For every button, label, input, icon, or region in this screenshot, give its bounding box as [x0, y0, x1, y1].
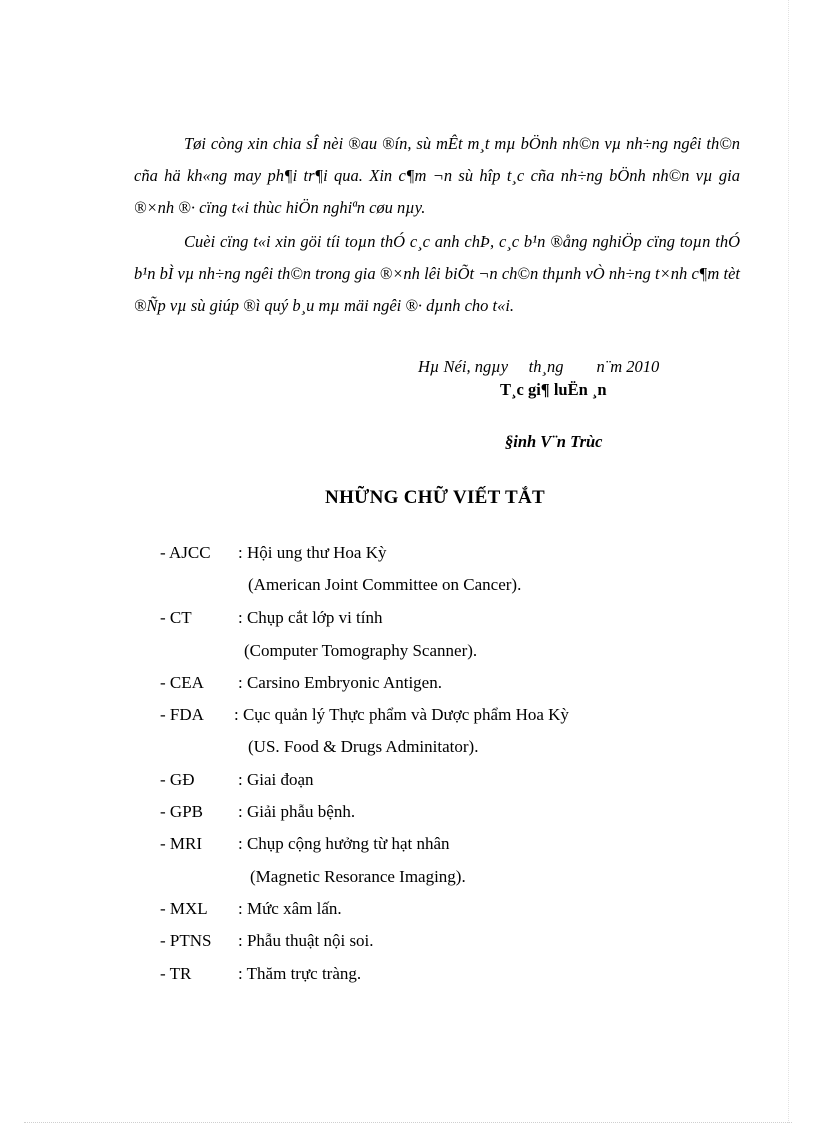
- abbreviation-code: - AJCC: [160, 543, 211, 562]
- abbreviation-definition: : Giai đoạn: [238, 770, 314, 789]
- abbreviation-definition: : Mức xâm lấn.: [238, 899, 342, 918]
- signature-role: T¸c gi¶ luËn ¸n: [500, 380, 607, 399]
- abbreviation-definition: : Carsino Embryonic Antigen.: [238, 673, 442, 692]
- abbreviation-definition: : Chụp cộng hưởng từ hạt nhân: [238, 834, 450, 853]
- abbreviation-code: - GĐ: [160, 770, 195, 789]
- abbreviation-definition: : Hội ung thư Hoa Kỳ: [238, 543, 387, 562]
- abbreviation-code: - CT: [160, 608, 192, 627]
- signature-date: Hµ Néi, ngµy th¸ng n¨m 2010: [418, 357, 660, 376]
- abbreviation-definition: : Cục quản lý Thực phẩm và Dược phẩm Hoa Kỳ: [234, 705, 569, 724]
- signature-name: §inh V¨n Trùc: [505, 432, 603, 451]
- abbreviation-definition: : Giải phẫu bệnh.: [238, 802, 356, 821]
- abbreviation-code: - FDA: [160, 705, 204, 724]
- abbreviation-definition: : Chụp cắt lớp vi tính: [238, 608, 383, 627]
- abbreviation-definition: : Phẫu thuật nội soi.: [238, 931, 374, 950]
- abbreviation-code: - MXL: [160, 899, 208, 918]
- abbreviation-definition: : Thăm trực tràng.: [238, 964, 362, 983]
- abbreviation-code: - MRI: [160, 834, 203, 853]
- abbreviation-code: - CEA: [160, 673, 204, 692]
- acknowledgement-paragraph: Tøi còng xin chia sÎ nèi ®au ®ín, sù mÊt m¸t mµ bÖnh nh©n vµ nh÷ng ngêi th©n cña hä kh«ng may ph¶i tr¶i qua. Xin c¶m ¬n sù hîp t¸c cña nh÷ng bÖnh nh©n vµ gia ®×nh ®· cïng t«i thùc hiÖn nghiªn cøu nµy.: [134, 134, 740, 217]
- abbreviation-note: (Computer Tomography Scanner).: [244, 641, 478, 660]
- page-right-edge: [788, 0, 789, 1123]
- abbreviation-note: (Magnetic Resorance Imaging).: [250, 867, 466, 886]
- abbreviation-code: - TR: [160, 964, 192, 983]
- acknowledgement-paragraph: Cuèi cïng t«i xin göi tíi toµn thÓ c¸c anh chÞ, c¸c b¹n ®ång nghiÖp cïng toµn thÓ b¹n bÌ vµ nh÷ng ngêi th©n trong gia ®×nh lêi biÕt ¬n ch©n thµnh vÒ nh÷ng t×nh c¶m tèt ®Ñp vµ sù giúp ®ì quý b¸u mµ mäi ngêi ®· dµnh cho t«i.: [134, 232, 740, 315]
- section-title: NHỮNG CHỮ VIẾT TẮT: [325, 487, 545, 508]
- abbreviation-note: (American Joint Committee on Cancer).: [248, 575, 522, 594]
- abbreviation-code: - PTNS: [160, 931, 212, 950]
- abbreviation-code: - GPB: [160, 802, 203, 821]
- abbreviation-note: (US. Food & Drugs Adminitator).: [248, 737, 479, 756]
